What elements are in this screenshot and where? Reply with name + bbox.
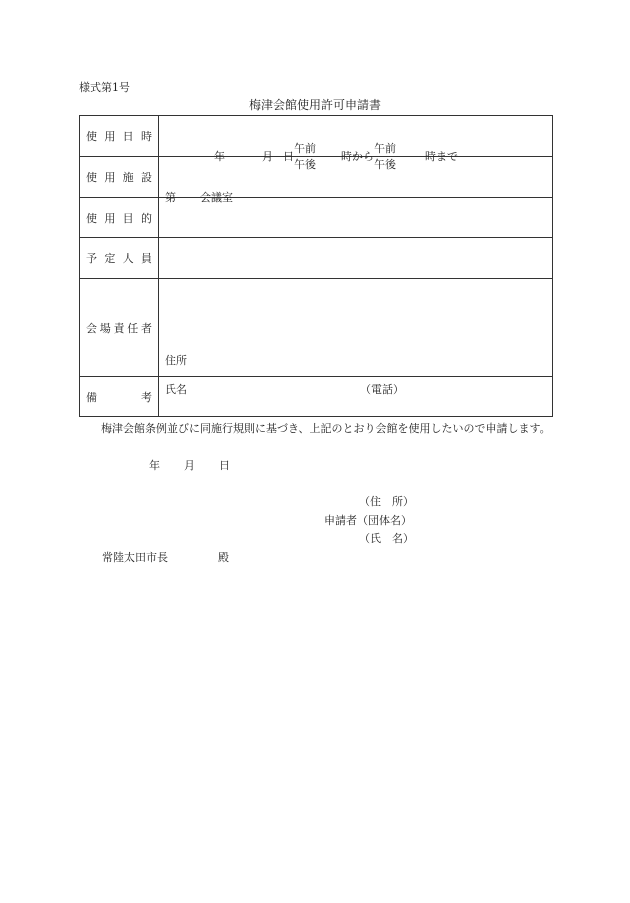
date-line-day: 日 (219, 459, 230, 472)
applicant-name: （氏 名） (359, 532, 414, 545)
remarks-row (80, 377, 553, 417)
application-table (79, 115, 553, 417)
end-am: 午前 (374, 142, 396, 155)
facility-room: 会議室 (200, 191, 233, 204)
applicant-address: （住 所） (359, 495, 414, 508)
declaration-text: 梅津会館条例並びに同施行規則に基づき、上記のとおり会館を使用したいので申請します。 (101, 422, 551, 435)
date-line-year: 年 (149, 459, 160, 472)
start-am: 午前 (294, 142, 316, 155)
people-label: 予 定 人 員 (80, 238, 159, 279)
purpose-label: 使 用 目 的 (80, 198, 159, 238)
manager-field[interactable] (159, 279, 553, 396)
facility-label: 使 用 施 設 (80, 157, 159, 198)
facility-row (80, 157, 553, 198)
address-label: 住所 (165, 353, 187, 367)
addressee-honorific: 殿 (218, 551, 229, 564)
date-label: 使 用 日 時 (80, 116, 159, 157)
from-label: 時から (341, 150, 374, 163)
start-pm: 午後 (294, 158, 316, 171)
name-label: 氏名 (165, 382, 187, 396)
until-label: 時まで (425, 150, 458, 163)
purpose-row (80, 198, 553, 238)
date-month: 月 (262, 150, 273, 163)
applicant-label: 申請者（団体名） (324, 514, 412, 527)
date-day: 日 (283, 150, 294, 163)
remarks-field[interactable] (159, 377, 553, 417)
form-title: 梅津会館使用許可申請書 (248, 98, 381, 112)
remarks-label: 備 考 (80, 377, 159, 417)
date-line-month: 月 (184, 459, 195, 472)
date-row (80, 116, 553, 157)
people-field[interactable] (159, 238, 553, 279)
manager-label: 会 場 責 任 者 (80, 279, 159, 377)
facility-prefix: 第 (165, 191, 176, 204)
phone-label: （電話） (360, 382, 404, 396)
people-row (80, 238, 553, 279)
manager-row (80, 279, 553, 377)
date-year: 年 (214, 150, 225, 163)
form-number: 様式第1号 (79, 81, 130, 94)
addressee-title: 常陸太田市長 (102, 551, 168, 564)
end-pm: 午後 (374, 158, 396, 171)
date-field[interactable] (159, 116, 553, 171)
